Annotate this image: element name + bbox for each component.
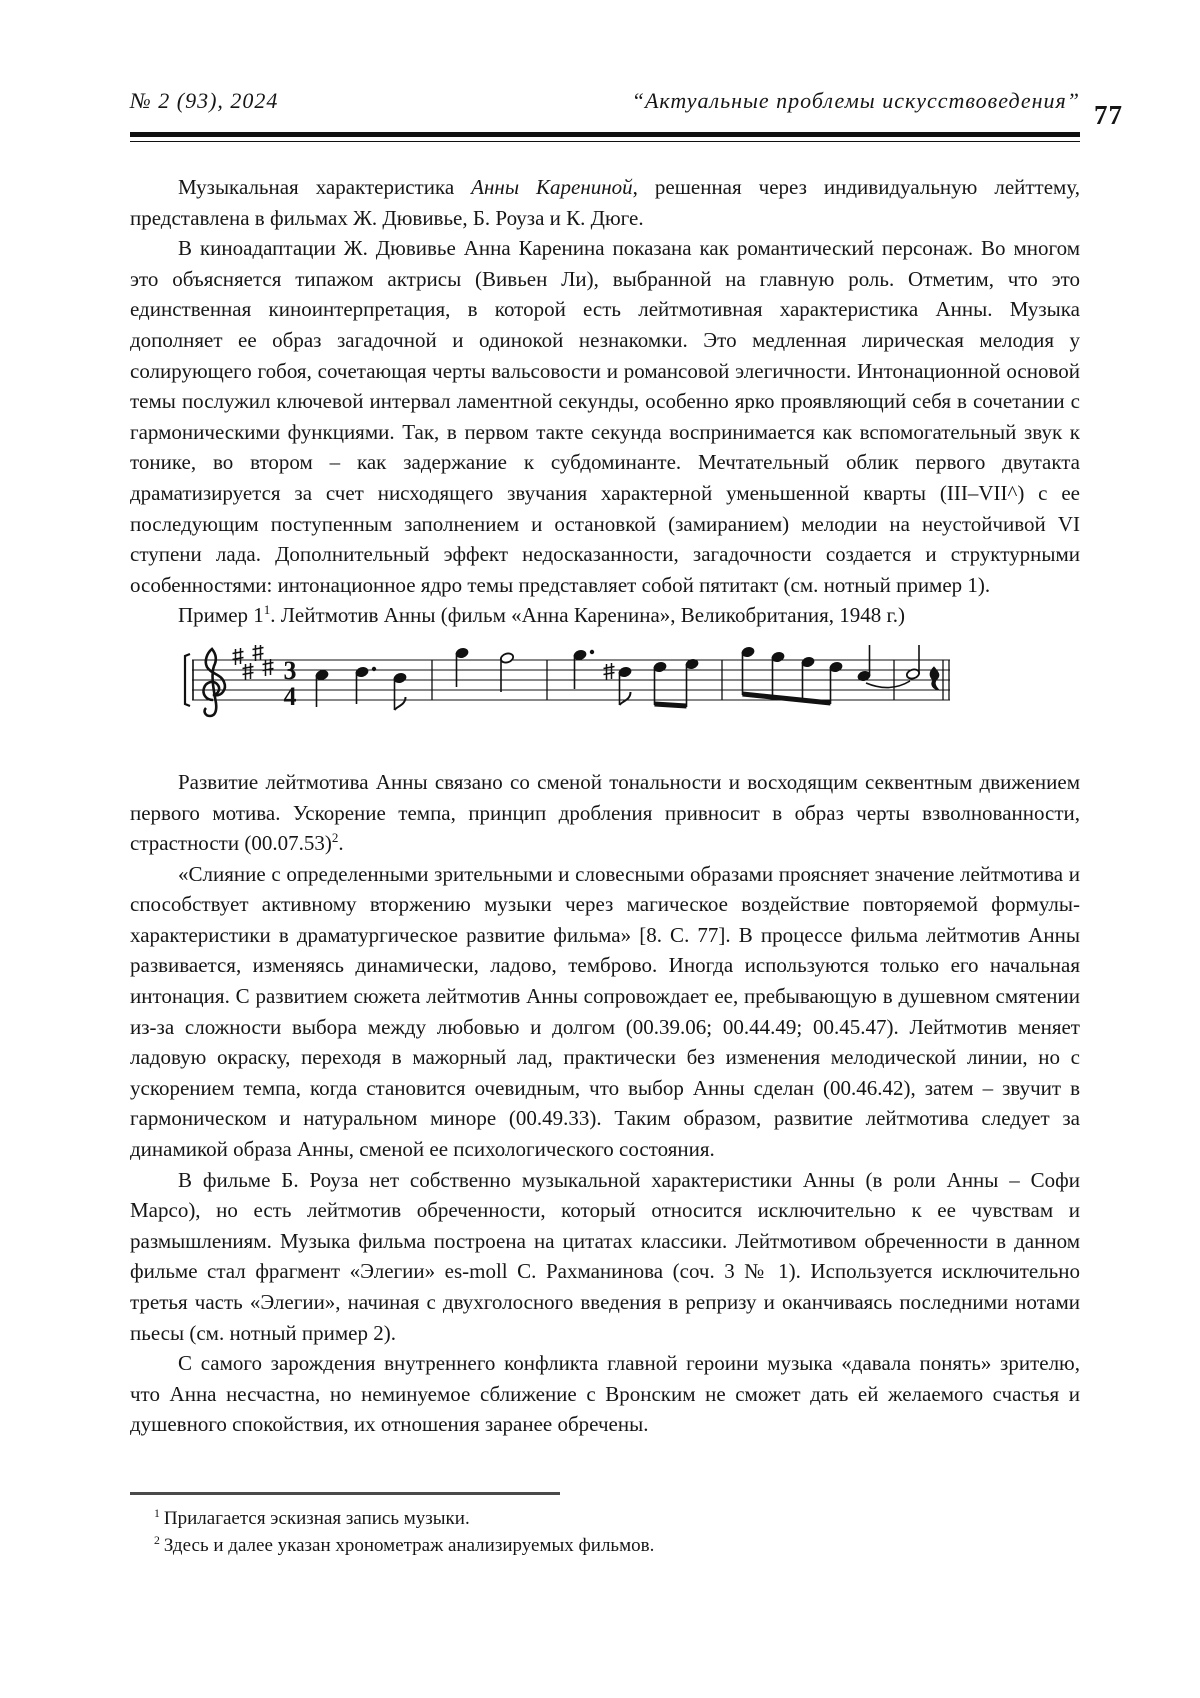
issue-label: № 2 (93), 2024 <box>130 88 279 113</box>
example-caption-text: Пример 1 <box>178 603 264 628</box>
footnote-1 <box>130 1505 1080 1532</box>
measure-3 <box>573 649 699 707</box>
paragraph-5: «Слияние с определенными зрительными и словесными образами проясняет значение лейтмотива и способствует активному вторжению музыки через магическое воздействие повторяемой формулы-характеристики в драматургическое развитие фильма» [8. С. 77]. В процессе фильма лейтмотив Анны развивается, изменяясь динамически, ладово, темброво. Иногда используются только его начальная интонация. С развитием сюжета лейтмотив Анны сопровождает ее, пребывающую в душевном смятении из-за сложности выбора между любовью и долгом (00.39.06; 00.44.49; 00.45.47). Лейтмотив меняет ладовую окраску, переходя в мажорный лад, практически без изменения мелодической линии, но с ускорением темпа, когда становится очевидным, что выбор Анны сделан (00.46.42), затем – звучит в гармоническом и натуральном миноре (00.49.33). Таким образом, развитие лейтмотива следует за динамикой образа Анны, сменой ее психологического состояния. <box>130 861 1080 1162</box>
measure-4 <box>741 645 871 704</box>
journal-title: “Актуальные проблемы искусствоведения” <box>631 88 1080 113</box>
paragraph-4 <box>130 767 1080 859</box>
paragraph-4-text: Развитие лейтмотива Анны связано со сменой тональности и восходящим секвентным движением первого мотива. Ускорение темпа, принцип дробления привносит в образ черты взволнованности, страстности (00.07.53) <box>130 769 1080 856</box>
measure-1 <box>315 666 407 710</box>
paragraph-1-italic: Анны Карениной <box>471 175 633 199</box>
paragraph-1 <box>130 172 1080 233</box>
footnote-2 <box>130 1532 1080 1559</box>
tie <box>866 681 910 688</box>
time-signature-bottom: 4 <box>283 681 297 711</box>
treble-clef-icon <box>203 649 224 716</box>
page-number: 77 <box>1094 100 1123 130</box>
header-rule-thick <box>130 132 1080 137</box>
system-bracket <box>185 654 190 706</box>
example-caption-text: . Лейтмотив Анны (фильм «Анна Каренина», Великобритания, 1948 г.) <box>270 603 905 628</box>
footnotes-section <box>130 1492 1080 1559</box>
footnote-ref-2: 2 <box>331 830 339 846</box>
footnote-separator <box>130 1492 560 1495</box>
footnote-2-marker: 2 <box>154 1533 160 1547</box>
header-rule-thin <box>130 141 1080 142</box>
music-example-1 <box>182 645 954 751</box>
page-header <box>130 88 1080 114</box>
paragraph-2: В киноадаптации Ж. Дювивье Анна Каренина показана как романтический персонаж. Во многом это объясняется типажом актрисы (Вивьен Ли), выбранной на главную роль. Отметим, что это единственная киноинтерпретация, в которой есть лейтмотивная характеристика Анны. Музыка дополняет ее образ загадочной и одинокой незнакомки. Это медленная лирическая мелодия у солирующего гобоя, сочетающая черты вальсовости и романсовой элегичности. Интонационной основой темы послужил ключевой интервал ламентной секунды, особенно ярко проявляющий себя в сочетании с гармоническими функциями. Так, в первом такте секунда воспринимается как вспомогательный звук к тонике, во втором – как задержание к субдоминанте. Мечтательный облик первого двутакта драматизируется за счет нисходящего звучания характерной уменьшенной кварты (III–VII^) с ее последующим поступенным заполнением и остановкой (замиранием) мелодии на неустойчивой VI ступени лада. Дополнительный эффект недосказанности, загадочности создается и структурными особенностями: интонационное ядро темы представляет собой пятитакт (см. нотный пример 1). <box>130 236 1080 597</box>
paragraph-1-text: Музыкальная характеристика <box>178 175 472 199</box>
footnote-ref-1: 1 <box>263 602 271 618</box>
paragraph-7: С самого зарождения внутреннего конфликта главной героини музыка «давала понять» зрителю, что Анна несчастна, но неминуемое сближение с Вронским не сможет дать ей желаемого счастья и душевного спокойствия, их отношения заранее обречены. <box>130 1351 1080 1437</box>
footnote-1-marker: 1 <box>154 1506 160 1520</box>
footnote-1-text: Прилагается эскизная запись музыки. <box>163 1508 470 1529</box>
time-signature <box>284 656 297 711</box>
paragraph-4-text: . <box>338 831 344 856</box>
footnote-2-text: Здесь и далее указан хронометраж анализируемых фильмов. <box>163 1535 655 1556</box>
article-body <box>130 172 1080 1440</box>
key-signature <box>233 645 274 680</box>
time-signature-top: 3 <box>283 655 297 685</box>
paragraph-1-text: , решенная через индивидуальную лейттему, представлена в фильмах Ж. Дювивье, Б. Роуза и К. Дюге. <box>130 175 1080 230</box>
example-caption <box>130 600 1080 631</box>
paragraph-6: В фильме Б. Роуза нет собственно музыкальной характеристики Анны (в роли Анны – Софи Марсо), но есть лейтмотив обреченности, который относится исключительно к ее чувствам и размышлениям. Музыка фильма построена на цитатах классики. Лейтмотивом обреченности в данном фильме стал фрагмент «Элегии» es-moll С. Рахманинова (соч. 3 № 1). Используется исключительно третья часть «Элегии», начиная с двухголосного введения в репризу и оканчиваясь последними нотами пьесы (см. нотный пример 2). <box>130 1167 1080 1345</box>
measure-5 <box>866 645 939 690</box>
